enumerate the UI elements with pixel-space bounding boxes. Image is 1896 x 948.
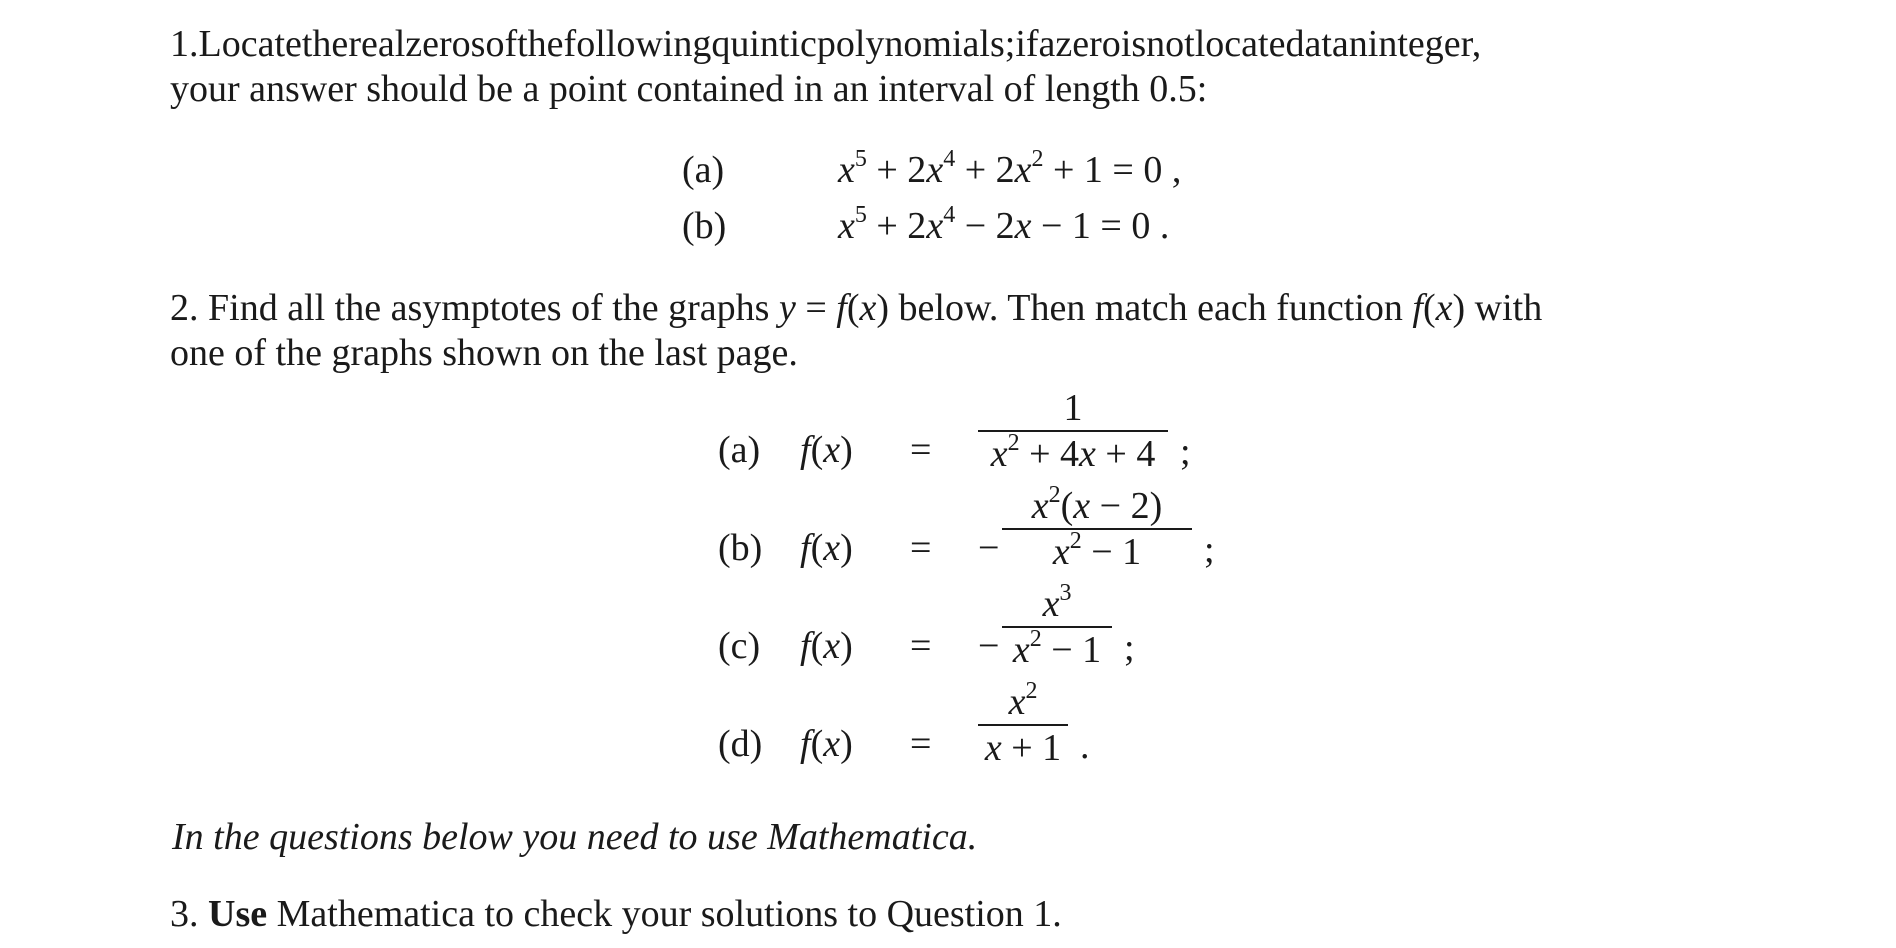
fraction [978, 386, 1168, 476]
fraction-numerator: $x^3$ [1042, 580, 1072, 625]
function-label: (b) [718, 527, 763, 569]
negative-sign: − [978, 527, 1000, 569]
fraction [1002, 484, 1192, 574]
negative-sign: − [978, 625, 1000, 667]
equation-a-tail: + 1 = 0 , [1043, 149, 1182, 191]
question-1-line-2: your answer should be a point contained in an interval of length 0.5: [170, 68, 1208, 110]
question-2-line-1-part-1: 2. Find all the asymptotes of the graphs [170, 287, 770, 329]
fraction-numerator: $x^2$ [1008, 678, 1038, 723]
question-1-word: polynomials; [816, 23, 1016, 65]
function-label: (c) [718, 625, 761, 667]
equals-sign: = [910, 527, 932, 569]
equation-a-label: (a) [682, 149, 725, 191]
question-2-line-1-part-2: below. Then match each function [898, 287, 1403, 329]
function-label: (a) [718, 429, 761, 471]
question-1-word: the [517, 23, 564, 65]
trailing-punctuation: ; [1124, 627, 1135, 669]
function-symbol: f(x) [1412, 287, 1466, 329]
fraction [1002, 582, 1112, 672]
mathematica-note: In the questions below you need to use Mathematica. [172, 816, 978, 858]
equals-sign: = [910, 723, 932, 765]
question-1-word: zeros [405, 23, 486, 65]
question-2-line-2: one of the graphs shown on the last page. [170, 332, 798, 374]
equation-b-tail: − 1 = 0 . [1031, 205, 1170, 247]
question-1-word: is [1120, 23, 1147, 65]
question-2-text [170, 286, 1750, 376]
question-1-word: if [1015, 23, 1039, 65]
fraction-denominator: $x^2 - 1$ [1052, 528, 1142, 573]
function-label: (d) [718, 723, 763, 765]
question-1-word: the [301, 23, 349, 65]
question-1-word: zero [1055, 23, 1121, 65]
question-1-word: quintic [711, 23, 817, 65]
question-1-text [170, 22, 1750, 112]
equation-b-expression: $x^5 + 2x^4 - 2x - 1 = 0$ . [838, 202, 1170, 247]
question-1-word: real [348, 23, 406, 65]
question-1-word: not [1146, 23, 1195, 65]
question-1-word: 1. [170, 23, 199, 65]
question-1-line-1 [170, 22, 1743, 67]
fraction-numerator: 1 [1063, 387, 1083, 429]
question-1-word: an [1331, 23, 1368, 65]
question-1-word: at [1304, 23, 1332, 65]
trailing-punctuation: . [1080, 725, 1090, 767]
equals-sign: = [910, 625, 932, 667]
trailing-punctuation: ; [1180, 431, 1191, 473]
equation-b-label: (b) [682, 205, 727, 247]
trailing-punctuation: ; [1204, 529, 1215, 571]
function-name: f(x) [800, 429, 853, 471]
equals-sign: = [910, 429, 932, 471]
question-3-bold-word: Use [208, 893, 268, 935]
question-3-rest: Mathematica to check your solutions to Question 1. [276, 893, 1062, 935]
fraction-numerator: $x^2(x - 2)$ [1031, 482, 1163, 527]
question-3-number: 3. [170, 893, 199, 935]
fraction-denominator: $x^2 + 4x + 4$ [990, 430, 1156, 475]
fraction [978, 680, 1068, 770]
function-name: f(x) [800, 723, 853, 765]
question-1-word: of [485, 23, 518, 65]
graph-equation: y = f(x) [778, 287, 890, 329]
question-1-word: Locate [198, 23, 302, 65]
equation-a-expression: $x^5 + 2x^4 + 2x^2 + 1 = 0$ , [838, 146, 1182, 191]
fraction-denominator: x + 1 [984, 727, 1062, 769]
question-2-line-1-part-3: with [1474, 287, 1543, 329]
function-name: f(x) [800, 625, 853, 667]
question-2-line-1 [170, 286, 1743, 331]
fraction-denominator: $x^2 - 1$ [1012, 626, 1102, 671]
question-3-text [170, 892, 1062, 936]
question-1-word: located [1194, 23, 1305, 65]
function-name: f(x) [800, 527, 853, 569]
question-1-word: a [1038, 23, 1056, 65]
question-1-word: integer, [1367, 23, 1482, 65]
question-1-word: following [563, 23, 712, 65]
